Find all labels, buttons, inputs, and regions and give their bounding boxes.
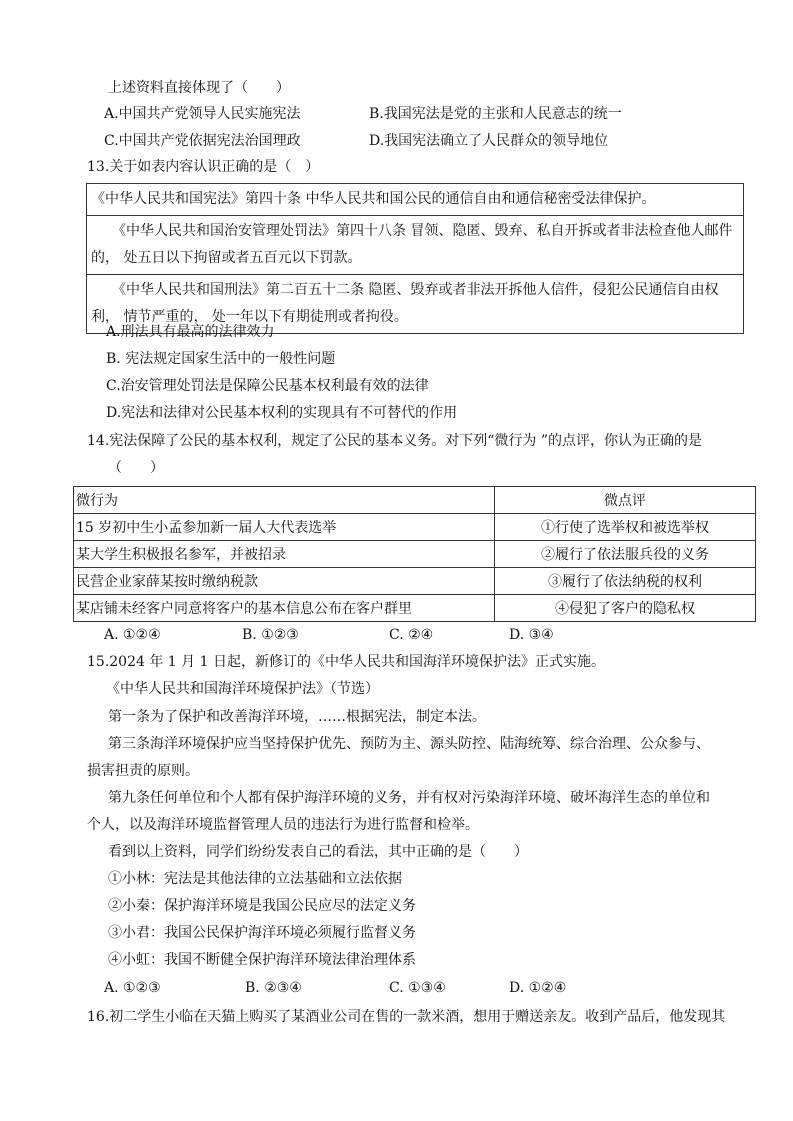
q15-option-d: D. ①②④	[509, 980, 567, 996]
q15-stem: 15.2024 年 1 月 1 日起，新修订的《中华人民共和国海洋环境保护法》正式实施。	[87, 654, 605, 670]
table-row	[74, 541, 756, 568]
q13-option-c: C.治安管理处罚法是保障公民基本权利最有效的法律	[106, 378, 429, 394]
q14-cell-behavior: 某大学生积极报名参军，并被招录	[74, 541, 495, 568]
q15-view-3: ③小君：我国公民保护海洋环境必须履行监督义务	[108, 925, 416, 941]
q13-option-d: D.宪法和法律对公民基本权利的实现具有不可替代的作用	[106, 405, 458, 421]
q14-cell-behavior: 15 岁初中生小孟参加新一届人大代表选举	[74, 514, 495, 541]
q14-stem-line2: （ ）	[108, 460, 164, 476]
q13-law-table	[86, 183, 744, 334]
q13-option-b: B. 宪法规定国家生活中的一般性问题	[106, 351, 336, 367]
q13-row-constitution: 《中华人民共和国宪法》第四十条 中华人民共和国公民的通信自由和通信秘密受法律保护。	[87, 184, 744, 216]
q14-cell-behavior: 某店铺未经客户同意将客户的基本信息公布在客户群里	[74, 595, 495, 622]
q12-stem-tail: 上述资料直接体现了（ ）	[108, 80, 290, 96]
table-row	[74, 568, 756, 595]
q14-option-b: B. ①②③	[242, 627, 299, 643]
q15-article-1: 第一条为了保护和改善海洋环境，……根据宪法，制定本法。	[108, 709, 486, 725]
q15-law-title: 《中华人民共和国海洋环境保护法》（节选）	[106, 681, 379, 697]
q14-option-c: C. ②④	[389, 627, 434, 643]
q14-option-d: D. ③④	[509, 627, 554, 643]
q15-option-a: A. ①②③	[104, 980, 161, 996]
q14-option-a: A. ①②④	[104, 627, 161, 643]
table-row	[74, 595, 756, 622]
q15-view-4: ④小虹：我国不断健全保护海洋环境法律治理体系	[108, 952, 416, 968]
q14-cell-comment: ②履行了依法服兵役的义务	[495, 541, 756, 568]
q14-header-behavior: 微行为	[74, 487, 495, 514]
q14-header-comment: 微点评	[495, 487, 756, 514]
q12-option-c: C.中国共产党依据宪法治国理政	[104, 133, 301, 149]
q12-option-d: D.我国宪法确立了人民群众的领导地位	[369, 133, 609, 149]
q15-option-b: B. ②③④	[245, 980, 302, 996]
q14-stem-line1: 14.宪法保障了公民的基本权利，规定了公民的基本义务。对下列“微行为 ”的点评，你认为正确的是	[87, 433, 703, 449]
q15-view-1: ①小林：宪法是其他法律的立法基础和立法依据	[108, 871, 402, 887]
table-row	[87, 184, 744, 216]
q14-cell-comment: ①行使了选举权和被选举权	[495, 514, 756, 541]
q12-option-b: B.我国宪法是党的主张和人民意志的统一	[369, 106, 622, 122]
q15-question: 看到以上资料，同学们纷纷发表自己的看法，其中正确的是（ ）	[108, 844, 528, 860]
table-row	[87, 216, 744, 275]
q15-article-9-line2: 个人，以及海洋环境监督管理人员的违法行为进行监督和检举。	[87, 817, 479, 833]
q15-option-c: C. ①③④	[389, 980, 446, 996]
q13-row-public-security: 《中华人民共和国治安管理处罚法》第四十八条 冒领、隐匿、毁弃、私自开拆或者非法检查他人邮件的， 处五日以下拘留或者五百元以下罚款。	[87, 216, 744, 275]
q15-article-3-line1: 第三条海洋环境保护应当坚持保护优先、预防为主、源头防控、陆海统筹、综合治理、公众参与、	[108, 736, 710, 752]
q14-cell-behavior: 民营企业家薛某按时缴纳税款	[74, 568, 495, 595]
q13-stem: 13.关于如表内容认识正确的是（ ）	[87, 159, 320, 175]
q15-view-2: ②小秦：保护海洋环境是我国公民应尽的法定义务	[108, 898, 416, 914]
q13-row-criminal-law: 《中华人民共和国刑法》第二百五十二条 隐匿、毁弃或者非法开拆他人信件，侵犯公民通信自由权利， 情节严重的， 处一年以下有期徒刑或者拘役。	[87, 275, 744, 334]
q14-cell-comment: ④侵犯了客户的隐私权	[495, 595, 756, 622]
q14-behavior-table	[73, 486, 756, 622]
table-row	[74, 514, 756, 541]
q15-article-3-line2: 损害担责的原则。	[87, 763, 199, 779]
q13-option-a: A.刑法具有最高的法律效力	[106, 324, 275, 340]
q16-stem: 16.初二学生小临在天猫上购买了某酒业公司在售的一款米酒，想用于赠送亲友。收到产品后，他发现其	[87, 1009, 726, 1025]
table-header-row	[74, 487, 756, 514]
q15-article-9-line1: 第九条任何单位和个人都有保护海洋环境的义务，并有权对污染海洋环境、破坏海洋生态的单位和	[108, 790, 710, 806]
q12-option-a: A.中国共产党领导人民实施宪法	[104, 106, 301, 122]
q14-cell-comment: ③履行了依法纳税的权利	[495, 568, 756, 595]
